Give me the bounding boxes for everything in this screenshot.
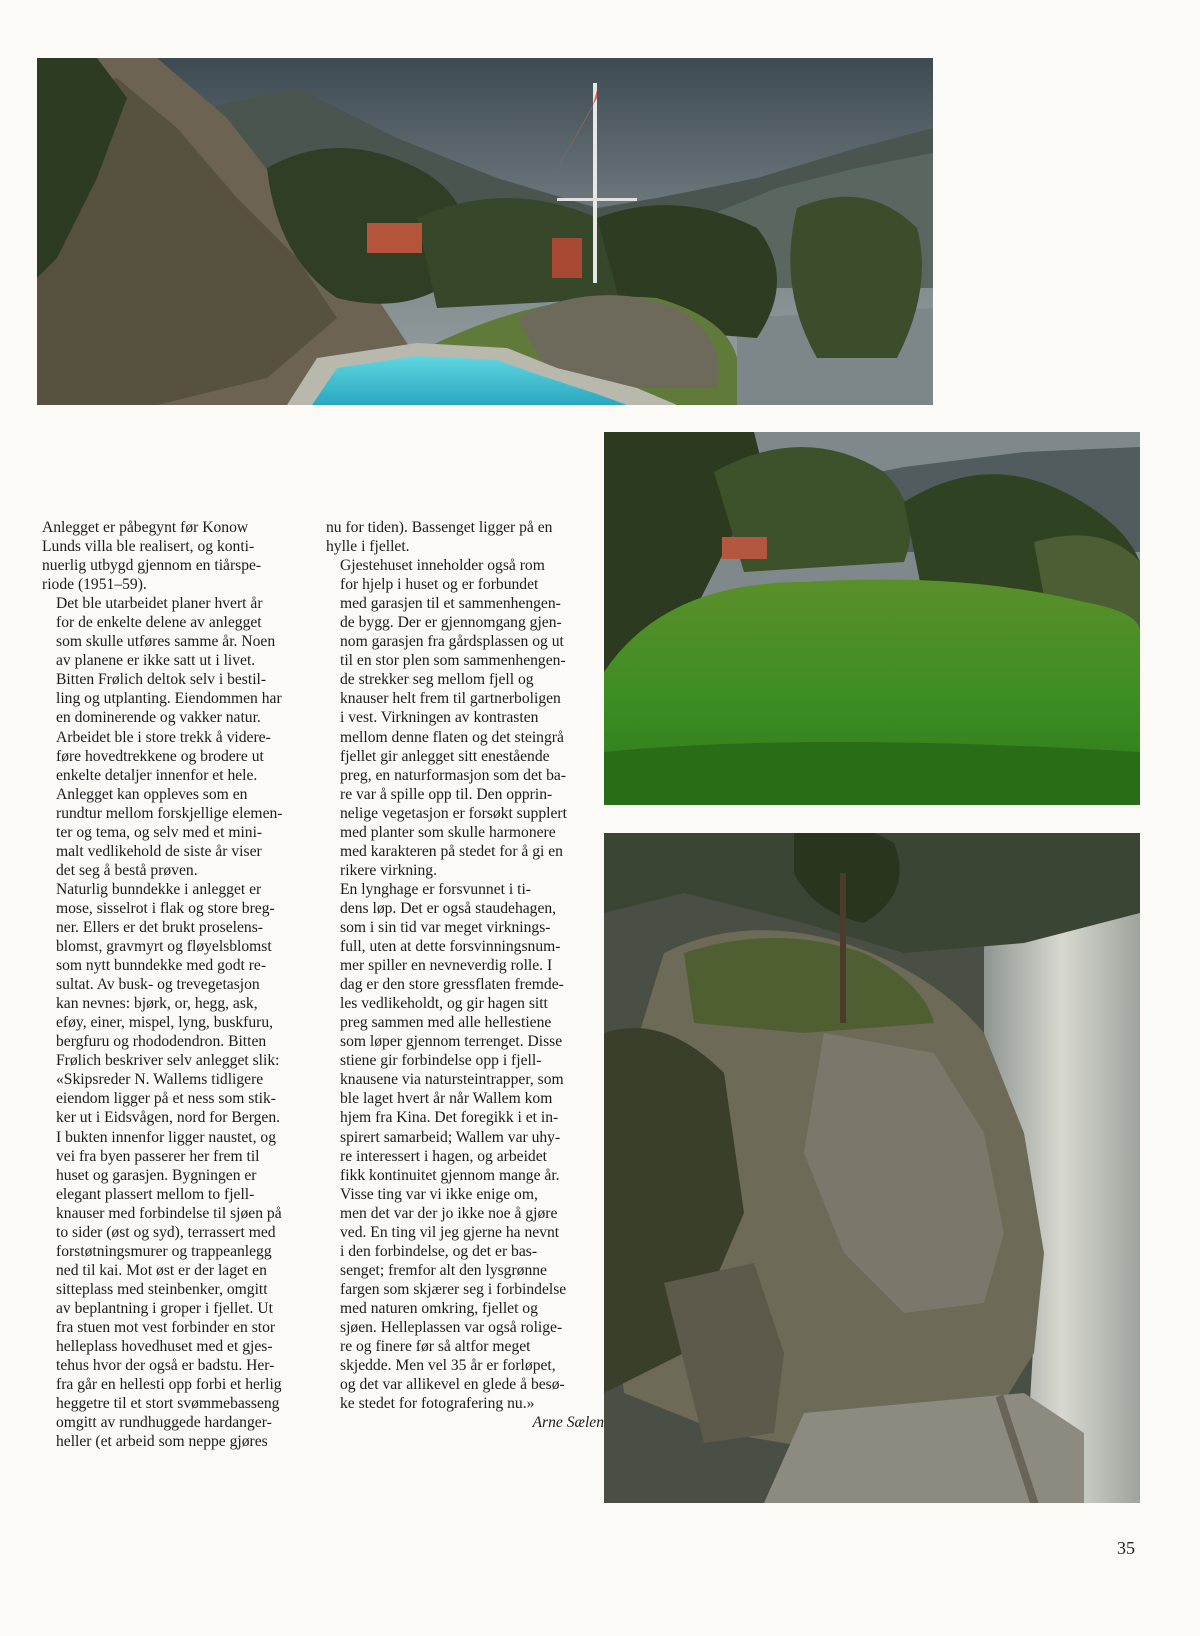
author-signature: Arne Sælen: [532, 1414, 604, 1432]
text-line: vei fra byen passerer her frem til: [56, 1147, 260, 1165]
text-line: som i sin tid var meget virknings-: [340, 918, 551, 936]
text-line: nu for tiden). Bassenget ligger på en: [326, 519, 553, 536]
text-line: elegant plassert mellom to fjell-: [56, 1185, 255, 1203]
text-line: rundtur mellom forskjellige elemen-: [56, 804, 283, 822]
text-line: knauser med forbindelse til sjøen på: [56, 1204, 282, 1222]
text-line: re var å spille opp til. Den opprin-: [340, 785, 553, 803]
middle-column-paragraph: [326, 556, 608, 880]
text-line: malt vedlikehold de siste år viser: [56, 842, 262, 860]
text-line: I bukten innenfor ligger naustet, og: [56, 1128, 276, 1146]
text-line: Lunds villa ble realisert, og konti-: [42, 538, 255, 556]
left-column-paragraph: [42, 518, 324, 594]
text-line: Anlegget kan oppleves som en: [56, 785, 248, 803]
text-line: preg sammen med alle hellestiene: [340, 1014, 552, 1032]
text-line: av beplantning i groper i fjellet. Ut: [56, 1299, 273, 1317]
text-line: bergfuru og rhododendron. Bitten: [56, 1033, 267, 1051]
text-line: det seg å bestå prøven.: [56, 861, 198, 879]
text-line: heller (et arbeid som neppe gjøres: [56, 1433, 268, 1451]
text-line: ble laget hvert år når Wallem kom: [340, 1090, 553, 1108]
middle-column-paragraph: [326, 518, 608, 556]
text-line: for hjelp i huset og er forbundet: [340, 576, 539, 594]
text-line: re og finere før så altfor meget: [340, 1338, 531, 1356]
text-line: knauser helt frem til gartnerboligen: [340, 690, 561, 708]
text-line: rikere virkning.: [340, 861, 437, 879]
text-line: men det var der jo ikke noe å gjøre: [340, 1204, 558, 1222]
text-line: re interessert i hagen, og arbeidet: [340, 1147, 547, 1165]
text-line: skjedde. Men vel 35 år er forløpet,: [340, 1357, 556, 1375]
text-line: de strekker seg mellom fjell og: [340, 671, 534, 689]
text-line: Naturlig bunndekke i anlegget er: [56, 880, 262, 898]
text-line: hjem fra Kina. Det foregikk i et in-: [340, 1109, 559, 1127]
text-line: fra stuen mot vest forbinder en stor: [56, 1318, 276, 1336]
photo-lawn: [604, 432, 1140, 805]
text-line: to sider (øst og syd), terrassert med: [56, 1223, 276, 1241]
text-line: ke stedet for fotografering nu.»: [340, 1395, 535, 1413]
text-line: med naturen omkring, fjellet og: [340, 1299, 538, 1317]
text-line: fikk kontinuitet gjennom mange år.: [340, 1166, 560, 1184]
text-line: enkelte detaljer innenfor et hele.: [56, 766, 258, 784]
text-line: ved. En ting vil jeg gjerne ha nevnt: [340, 1223, 560, 1241]
text-line: eføy, einer, mispel, lyng, buskfuru,: [56, 1014, 274, 1032]
text-line: eiendom ligger på et ness som stik-: [56, 1090, 277, 1108]
text-line: mose, sisselrot i flak og store breg-: [56, 899, 275, 917]
text-line: med planter som skulle harmonere: [340, 823, 556, 841]
text-line: ker ut i Eidsvågen, nord for Bergen.: [56, 1109, 281, 1127]
text-line: knausene via natursteintrapper, som: [340, 1071, 564, 1089]
text-line: i den forbindelse, og det er bas-: [340, 1242, 538, 1260]
text-line: mer spiller en nevneverdig rolle. I: [340, 957, 553, 975]
text-line: en dominerende og vakker natur.: [56, 709, 261, 727]
text-line: heggetre til et stort svømmebasseng: [56, 1395, 280, 1413]
text-line: ling og utplanting. Eiendommen har: [56, 690, 282, 708]
text-line: fjellet gir anlegget sitt enestående: [340, 747, 550, 765]
left-column-paragraph: [42, 594, 324, 880]
text-line: med karakteren på stedet for å gi en: [340, 842, 563, 860]
text-line: Det ble utarbeidet planer hvert år: [56, 595, 263, 613]
text-line: nom garasjen fra gårdsplassen og ut: [340, 633, 564, 651]
text-line: stiene gir forbindelse opp i fjell-: [340, 1052, 542, 1070]
photo-cliff-shore: [604, 833, 1140, 1503]
text-line: ter og tema, og selv med et mini-: [56, 823, 263, 841]
photo-pool-terrace: [37, 58, 933, 405]
text-line: Gjestehuset inneholder også rom: [340, 557, 545, 575]
text-line: og det var allikevel en glede å besø-: [340, 1376, 565, 1394]
text-line: forstøtningsmurer og trappeanlegg: [56, 1242, 272, 1260]
text-line: riode (1951–59).: [42, 576, 147, 594]
text-line: i vest. Virkningen av kontrasten: [340, 709, 539, 727]
text-line: helleplass hovedhuset med et gjes-: [56, 1338, 273, 1356]
text-line: av planene er ikke satt ut i livet.: [56, 652, 256, 670]
text-line: Anlegget er påbegynt før Konow: [42, 519, 249, 536]
text-line: nelige vegetasjon er forsøkt supplert: [340, 804, 567, 822]
text-line: hylle i fjellet.: [326, 538, 410, 556]
text-line: omgitt av rundhuggede hardanger-: [56, 1414, 272, 1432]
text-line: som skulle utføres samme år. Noen: [56, 633, 276, 651]
text-line: les vedlikeholdt, og gir hagen sitt: [340, 995, 548, 1013]
text-line: ner. Ellers er det brukt proselens-: [56, 918, 263, 936]
middle-column-paragraph: [326, 880, 608, 1413]
text-line: Visse ting var vi ikke enige om,: [340, 1185, 538, 1203]
text-line: tehus hvor der også er badstu. Her-: [56, 1357, 275, 1375]
text-line: nuerlig utbygd gjennom en tiårspe-: [42, 557, 262, 575]
text-line: «Skipsreder N. Wallems tidligere: [56, 1071, 264, 1089]
text-line: spirert samarbeid; Wallem var uhy-: [340, 1128, 561, 1146]
text-line: huset og garasjen. Bygningen er: [56, 1166, 257, 1184]
text-line: dens løp. Det er også staudehagen,: [340, 899, 557, 917]
text-column-middle: [326, 518, 608, 1432]
text-line: fra går en hellesti opp forbi et herlig: [56, 1376, 282, 1394]
text-line: fargen som skjærer seg i forbindelse: [340, 1280, 567, 1298]
text-line: preg, en naturformasjon som det ba-: [340, 766, 567, 784]
text-line: Bitten Frølich deltok selv i bestil-: [56, 671, 267, 689]
text-line: senget; fremfor alt den lysgrønne: [340, 1261, 547, 1279]
text-line: mellom denne flaten og det steingrå: [340, 728, 564, 746]
text-line: Arbeidet ble i store trekk å videre-: [56, 728, 271, 746]
text-line: sultat. Av busk- og trevegetasjon: [56, 976, 260, 994]
text-line: blomst, gravmyrt og fløyelsblomst: [56, 938, 272, 956]
text-line: føre hovedtrekkene og brodere ut: [56, 747, 264, 765]
text-line: Frølich beskriver selv anlegget slik:: [56, 1052, 280, 1070]
text-line: de bygg. Der er gjennomgang gjen-: [340, 614, 562, 632]
text-line: kan nevnes: bjørk, or, hegg, ask,: [56, 995, 258, 1013]
text-line: dag er den store gressflaten fremde-: [340, 976, 564, 994]
text-line: som nytt bunndekke med godt re-: [56, 957, 267, 975]
page-number: 35: [1117, 1538, 1135, 1558]
text-line: En lynghage er forsvunnet i ti-: [340, 880, 531, 898]
text-line: full, uten at dette forsvinningsnum-: [340, 938, 561, 956]
text-line: med garasjen til et sammenhengen-: [340, 595, 561, 613]
left-column-paragraph: [42, 880, 324, 1451]
text-line: sjøen. Helleplassen var også rolige-: [340, 1318, 563, 1336]
text-line: for de enkelte delene av anlegget: [56, 614, 262, 632]
text-line: ned til kai. Mot øst er der laget en: [56, 1261, 267, 1279]
text-line: sitteplass med steinbenker, omgitt: [56, 1280, 268, 1298]
text-line: som løper gjennom terrenget. Disse: [340, 1033, 563, 1051]
text-column-left: [42, 518, 324, 1451]
text-line: til en stor plen som sammenhengen-: [340, 652, 566, 670]
